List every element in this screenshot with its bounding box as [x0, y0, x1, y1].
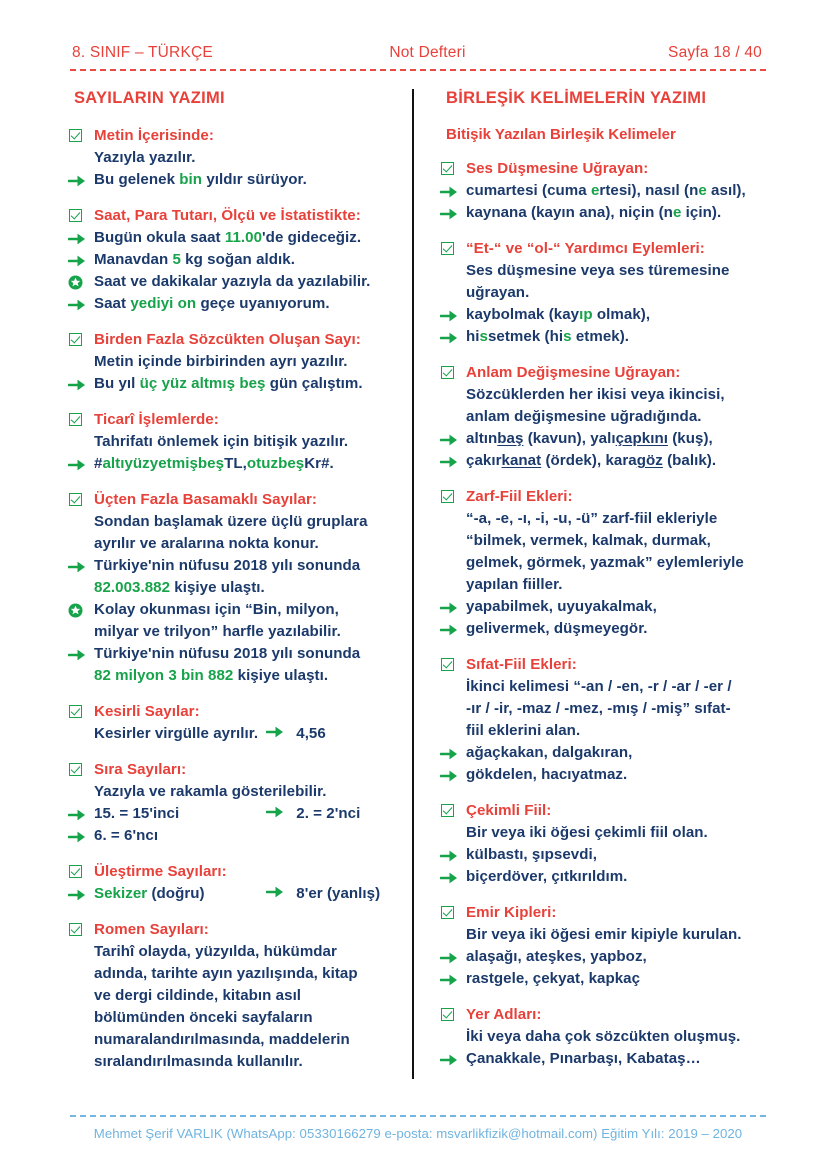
checkbox-icon [441, 658, 454, 671]
bullet-slot [440, 599, 466, 618]
rule-line: #altıyüzyetmişbeşTL,otuzbeşKr#. [94, 455, 334, 472]
rule-heading: Sıra Sayıları: [94, 761, 187, 778]
rule-block [68, 126, 396, 191]
rule-detail-row [68, 782, 396, 803]
checkbox-icon [69, 333, 82, 346]
left-column-blocks [68, 126, 396, 1073]
rule-example-row [68, 228, 396, 249]
rule-block [440, 903, 768, 990]
rule-example-row [440, 867, 768, 888]
rule-line: Türkiye'nin nüfusu 2018 yılı sonunda [94, 557, 361, 574]
bullet-slot [440, 745, 466, 764]
rule-heading-row [440, 655, 768, 676]
rule-detail-row [68, 666, 396, 687]
rule-block [440, 1005, 768, 1070]
bullet-slot [68, 230, 94, 249]
rule-example-row [440, 845, 768, 866]
rule-line: külbastı, şıpsevdi, [466, 846, 597, 863]
rule-detail-row [440, 531, 768, 552]
checkbox-icon [69, 413, 82, 426]
checkbox-icon [441, 242, 454, 255]
rule-line: Tahrifatı önlemek için bitişik yazılır. [94, 433, 349, 450]
rule-heading-row [68, 206, 396, 227]
rule-block [68, 760, 396, 847]
header-title: Not Defteri [389, 44, 466, 61]
arrow-icon [68, 298, 88, 319]
rule-line: bölümünden önceki sayfaların [94, 1009, 313, 1026]
rule-detail-row [440, 283, 768, 304]
checkbox-icon [441, 490, 454, 503]
arrow-icon [440, 331, 460, 352]
rule-block [68, 920, 396, 1073]
bullet-slot [68, 864, 94, 883]
checkbox-icon [441, 906, 454, 919]
arrow-icon [68, 458, 88, 479]
rule-heading-row [68, 490, 396, 511]
rule-line: Bir veya iki öğesi emir kipiyle kurulan. [466, 926, 742, 943]
rule-line: uğrayan. [466, 284, 530, 301]
bullet-slot [68, 886, 94, 905]
rule-heading: Sıfat-Fiil Ekleri: [466, 656, 577, 673]
rule-line-primary: Sekizer (doğru) [94, 885, 205, 902]
rule-heading: Anlam Değişmesine Uğrayan: [466, 364, 681, 381]
rule-heading-row [68, 330, 396, 351]
rule-line: Sondan başlamak üzere üçlü gruplara [94, 513, 368, 530]
bullet-slot [68, 296, 94, 315]
rule-block [68, 702, 396, 745]
rule-detail-row [68, 724, 396, 745]
arrow-icon [440, 1053, 460, 1074]
rule-example-row [440, 305, 768, 326]
checkbox-icon [69, 865, 82, 878]
rule-line: adında, tarihte ayın yazılışında, kitap [94, 965, 358, 982]
arrow-icon [266, 725, 292, 739]
rule-line: ve dergi cildinde, kitabın asıl [94, 987, 302, 1004]
rule-line-primary: Kesirler virgülle ayrılır. [94, 725, 259, 742]
rule-example-row [68, 826, 396, 847]
arrow-icon [68, 808, 88, 829]
bullet-slot [68, 172, 94, 191]
rule-heading-row [68, 862, 396, 883]
rule-line: Tarihî olayda, yüzyılda, hükümdar [94, 943, 337, 960]
rule-heading: Metin İçerisinde: [94, 127, 214, 144]
checkbox-icon [69, 129, 82, 142]
rule-detail-row [440, 699, 768, 720]
rule-line: cumartesi (cuma ertesi), nasıl (ne asıl), [466, 182, 746, 199]
bullet-slot [68, 456, 94, 475]
bullet-slot [440, 803, 466, 822]
rule-example-row [68, 170, 396, 191]
bullet-slot [68, 646, 94, 665]
arrow-icon [440, 185, 460, 206]
bullet-slot [68, 704, 94, 723]
rule-line: Manavdan 5 kg soğan aldık. [94, 251, 295, 268]
arrow-icon [68, 830, 88, 851]
rule-heading-row [440, 239, 768, 260]
rule-heading: Üleştirme Sayıları: [94, 863, 227, 880]
bullet-slot [440, 949, 466, 968]
rule-line: 82 milyon 3 bin 882 kişiye ulaştı. [94, 667, 329, 684]
rule-example-row [440, 947, 768, 968]
rule-line: Saat ve dakikalar yazıyla da yazılabilir. [94, 273, 371, 290]
rule-heading-row [68, 126, 396, 147]
bullet-slot [68, 558, 94, 577]
right-column-blocks [440, 159, 768, 1070]
rule-detail-row [68, 534, 396, 555]
rule-line: Yazıyla yazılır. [94, 149, 196, 166]
checkbox-icon [69, 923, 82, 936]
content-columns [68, 89, 768, 1074]
rule-line: alaşağı, ateşkes, yapboz, [466, 948, 647, 965]
rule-detail-row [68, 622, 396, 643]
arrow-icon [266, 805, 292, 819]
rule-example-row [68, 250, 396, 271]
rule-detail-row [440, 823, 768, 844]
checkbox-icon [441, 366, 454, 379]
rule-example-row [68, 884, 396, 905]
rule-detail-row [68, 964, 396, 985]
rule-heading: Çekimli Fiil: [466, 802, 552, 819]
rule-line: 6. = 6'ncı [94, 827, 159, 844]
rule-detail-row [68, 352, 396, 373]
rule-line: “-a, -e, -ı, -i, -u, -ü” zarf-fiil ekleriyle [466, 510, 718, 527]
rule-heading: “Et-“ ve “ol-“ Yardımcı Eylemleri: [466, 240, 705, 257]
arrow-icon [440, 769, 460, 790]
rule-line: sıralandırılmasında kullanılır. [94, 1053, 303, 1070]
rule-detail-row [440, 925, 768, 946]
rule-detail-row [440, 385, 768, 406]
bullet-slot [440, 489, 466, 508]
arrow-icon [440, 623, 460, 644]
rule-line: Bu yıl üç yüz altmış beş gün çalıştım. [94, 375, 363, 392]
rule-detail-row [68, 1030, 396, 1051]
rule-heading-row [440, 1005, 768, 1026]
arrow-icon [68, 174, 88, 195]
bullet-slot [68, 252, 94, 271]
bullet-slot [68, 128, 94, 147]
arrow-icon [440, 207, 460, 228]
bullet-slot [68, 274, 94, 293]
bullet-slot [68, 332, 94, 351]
rule-heading-row [68, 410, 396, 431]
rule-line: yapabilmek, uyuyakalmak, [466, 598, 657, 615]
bullet-slot [440, 329, 466, 348]
bullet-slot [68, 806, 94, 825]
rule-example-row [440, 597, 768, 618]
rule-line: ayrılır ve aralarına nokta konur. [94, 535, 319, 552]
rule-line: çakırkanat (ördek), karagöz (balık). [466, 452, 717, 469]
rule-example-row [440, 327, 768, 348]
rule-line: İkinci kelimesi “-an / -en, -r / -ar / -er / [466, 678, 732, 695]
bullet-slot [440, 869, 466, 888]
rule-heading-row [68, 702, 396, 723]
header-divider [70, 69, 766, 71]
rule-detail-row [440, 677, 768, 698]
rule-heading: Ticarî İşlemlerde: [94, 411, 219, 428]
rule-detail-row [68, 1052, 396, 1073]
bullet-slot [440, 183, 466, 202]
bullet-slot [68, 602, 94, 621]
rule-example-row [68, 374, 396, 395]
rule-detail-row [68, 578, 396, 599]
rule-heading-row [440, 363, 768, 384]
left-column [68, 89, 412, 1074]
rule-example-row [440, 743, 768, 764]
arrow-icon [68, 888, 88, 909]
rule-line: “bilmek, vermek, kalmak, durmak, [466, 532, 711, 549]
bullet-slot [68, 412, 94, 431]
rule-block [68, 330, 396, 395]
checkbox-icon [69, 705, 82, 718]
bullet-slot [440, 241, 466, 260]
rule-line-secondary: 8'er (yanlış) [266, 884, 380, 904]
rule-example-row [440, 765, 768, 786]
rule-line: gelmek, görmek, yazmak” eylemleriyle [466, 554, 744, 571]
rule-detail-row [68, 432, 396, 453]
rule-heading: Romen Sayıları: [94, 921, 209, 938]
bullet-slot [440, 453, 466, 472]
bullet-slot [440, 1051, 466, 1070]
rule-heading: Üçten Fazla Basamaklı Sayılar: [94, 491, 317, 508]
rule-block [440, 655, 768, 786]
rule-line: rastgele, çekyat, kapkaç [466, 970, 641, 987]
bullet-slot [440, 161, 466, 180]
left-column-title: SAYILARIN YAZIMI [74, 89, 225, 107]
arrow-icon [440, 871, 460, 892]
rule-detail-row [440, 553, 768, 574]
rule-detail-row [68, 942, 396, 963]
checkbox-icon [441, 804, 454, 817]
bullet-slot [440, 365, 466, 384]
rule-line: gelivermek, düşmeyegör. [466, 620, 648, 637]
arrow-icon [68, 254, 88, 275]
bullet-slot [68, 922, 94, 941]
rule-line [94, 724, 396, 744]
rule-example-row [68, 600, 396, 621]
bullet-slot [440, 657, 466, 676]
rule-line: yapılan fiiller. [466, 576, 563, 593]
rule-line-secondary: 2. = 2'nci [266, 804, 360, 824]
header-subject: 8. SINIF – TÜRKÇE [72, 44, 213, 61]
rule-block [440, 159, 768, 224]
rule-line: ağaçkakan, dalgakıran, [466, 744, 633, 761]
rule-heading: Birden Fazla Sözcükten Oluşan Sayı: [94, 331, 361, 348]
rule-example-row [68, 454, 396, 475]
right-column-title: BİRLEŞİK KELİMELERİN YAZIMI [446, 89, 707, 107]
right-column [414, 89, 768, 1074]
bullet-slot [440, 767, 466, 786]
rule-line: -ır / -ir, -maz / -mez, -mış / -miş” sıfat- [466, 700, 731, 717]
rule-heading-row [440, 903, 768, 924]
rule-line: kaynana (kayın ana), niçin (ne için). [466, 204, 722, 221]
rule-line: Metin içinde birbirinden ayrı yazılır. [94, 353, 348, 370]
rule-heading-row [440, 801, 768, 822]
rule-detail-row [440, 261, 768, 282]
rule-line [94, 804, 396, 824]
rule-block [440, 801, 768, 888]
rule-detail-row [440, 575, 768, 596]
arrow-icon [440, 601, 460, 622]
bullet-slot [440, 307, 466, 326]
rule-line: kaybolmak (kayıp olmak), [466, 306, 651, 323]
rule-heading-row [68, 760, 396, 781]
rule-detail-row [68, 512, 396, 533]
rule-detail-row [440, 509, 768, 530]
bullet-slot [68, 828, 94, 847]
arrow-icon [440, 747, 460, 768]
rule-block [68, 862, 396, 905]
rule-heading: Zarf-Fiil Ekleri: [466, 488, 573, 505]
rule-line: gökdelen, hacıyatmaz. [466, 766, 628, 783]
rule-line: Sözcüklerden her ikisi veya ikincisi, [466, 386, 725, 403]
rule-block [440, 239, 768, 348]
rule-block [68, 490, 396, 687]
rule-line [94, 884, 396, 904]
rule-detail-row [440, 1027, 768, 1048]
rule-detail-row [440, 721, 768, 742]
rule-line: Bu gelenek bin yıldır sürüyor. [94, 171, 307, 188]
bullet-slot [440, 847, 466, 866]
arrow-icon [440, 309, 460, 330]
arrow-icon [440, 849, 460, 870]
rule-heading-row [440, 159, 768, 180]
rule-detail-row [68, 986, 396, 1007]
rule-detail-row [68, 1008, 396, 1029]
rule-heading: Emir Kipleri: [466, 904, 557, 921]
rule-heading: Saat, Para Tutarı, Ölçü ve İstatistikte: [94, 207, 361, 224]
rule-line: hissetmek (his etmek). [466, 328, 630, 345]
rule-line: Kolay okunması için “Bin, milyon, [94, 601, 339, 618]
rule-example-row [440, 203, 768, 224]
arrow-icon [440, 973, 460, 994]
rule-detail-row [440, 407, 768, 428]
rule-heading: Ses Düşmesine Uğrayan: [466, 160, 649, 177]
rule-example-row [68, 272, 396, 293]
rule-example-row [68, 804, 396, 825]
rule-example-row [68, 294, 396, 315]
rule-example-row [440, 619, 768, 640]
rule-block [440, 363, 768, 472]
bullet-slot [440, 1007, 466, 1026]
rule-line: İki veya daha çok sözcükten oluşmuş. [466, 1028, 741, 1045]
rule-example-row [440, 1049, 768, 1070]
rule-heading: Yer Adları: [466, 1006, 542, 1023]
bullet-slot [68, 376, 94, 395]
rule-line: Saat yediyi on geçe uyanıyorum. [94, 295, 330, 312]
gear-icon [68, 275, 83, 297]
checkbox-icon [69, 493, 82, 506]
header-page-number: Sayfa 18 / 40 [668, 44, 762, 61]
rule-example-row [440, 429, 768, 450]
arrow-icon [440, 455, 460, 476]
arrow-icon [68, 378, 88, 399]
checkbox-icon [441, 1008, 454, 1021]
bullet-slot [68, 492, 94, 511]
bullet-slot [68, 762, 94, 781]
rule-line-primary: 15. = 15'inci [94, 805, 180, 822]
checkbox-icon [69, 763, 82, 776]
checkbox-icon [69, 209, 82, 222]
rule-example-row [440, 969, 768, 990]
rule-line: Türkiye'nin nüfusu 2018 yılı sonunda [94, 645, 361, 662]
rule-heading: Kesirli Sayılar: [94, 703, 200, 720]
right-column-subtitle: Bitişik Yazılan Birleşik Kelimeler [446, 126, 676, 143]
rule-block [68, 206, 396, 315]
rule-line: altınbaş (kavun), yalıçapkını (kuş), [466, 430, 713, 447]
rule-heading-row [68, 920, 396, 941]
bullet-slot [440, 621, 466, 640]
rule-line: numaralandırılmasında, maddelerin [94, 1031, 350, 1048]
rule-line: Bir veya iki öğesi çekimli fiil olan. [466, 824, 708, 841]
checkbox-icon [441, 162, 454, 175]
rule-line: biçerdöver, çıtkırıldım. [466, 868, 628, 885]
rule-example-row [440, 451, 768, 472]
bullet-slot [68, 208, 94, 227]
rule-line: Bugün okula saat 11.00'de gideceğiz. [94, 229, 362, 246]
arrow-icon [68, 560, 88, 581]
rule-line: 82.003.882 kişiye ulaştı. [94, 579, 265, 596]
rule-line: anlam değişmesine uğradığında. [466, 408, 702, 425]
arrow-icon [68, 648, 88, 669]
rule-line-secondary: 4,56 [266, 724, 326, 744]
rule-heading-row [440, 487, 768, 508]
rule-block [68, 410, 396, 475]
rule-line: Yazıyla ve rakamla gösterilebilir. [94, 783, 327, 800]
rule-example-row [68, 556, 396, 577]
rule-example-row [68, 644, 396, 665]
rule-line: milyar ve trilyon” harfle yazılabilir. [94, 623, 341, 640]
rule-block [440, 487, 768, 640]
arrow-icon [266, 885, 292, 899]
rule-line: Ses düşmesine veya ses türemesine [466, 262, 730, 279]
rule-line: Çanakkale, Pınarbaşı, Kabataş… [466, 1050, 701, 1067]
rule-line: fiil eklerini alan. [466, 722, 581, 739]
page-header [68, 44, 768, 62]
gear-icon [68, 603, 83, 625]
arrow-icon [440, 951, 460, 972]
arrow-icon [68, 232, 88, 253]
rule-example-row [440, 181, 768, 202]
bullet-slot [440, 431, 466, 450]
rule-detail-row [68, 148, 396, 169]
footer-divider [70, 1115, 766, 1117]
bullet-slot [440, 905, 466, 924]
bullet-slot [440, 205, 466, 224]
page-footer [68, 1108, 768, 1141]
bullet-slot [440, 971, 466, 990]
footer-credit: Mehmet Şerif VARLIK (WhatsApp: 05330166279 e-posta: msvarlikfizik@hotmail.com) Eğitim Yılı: 2019 – 2020 [93, 1126, 743, 1141]
arrow-icon [440, 433, 460, 454]
